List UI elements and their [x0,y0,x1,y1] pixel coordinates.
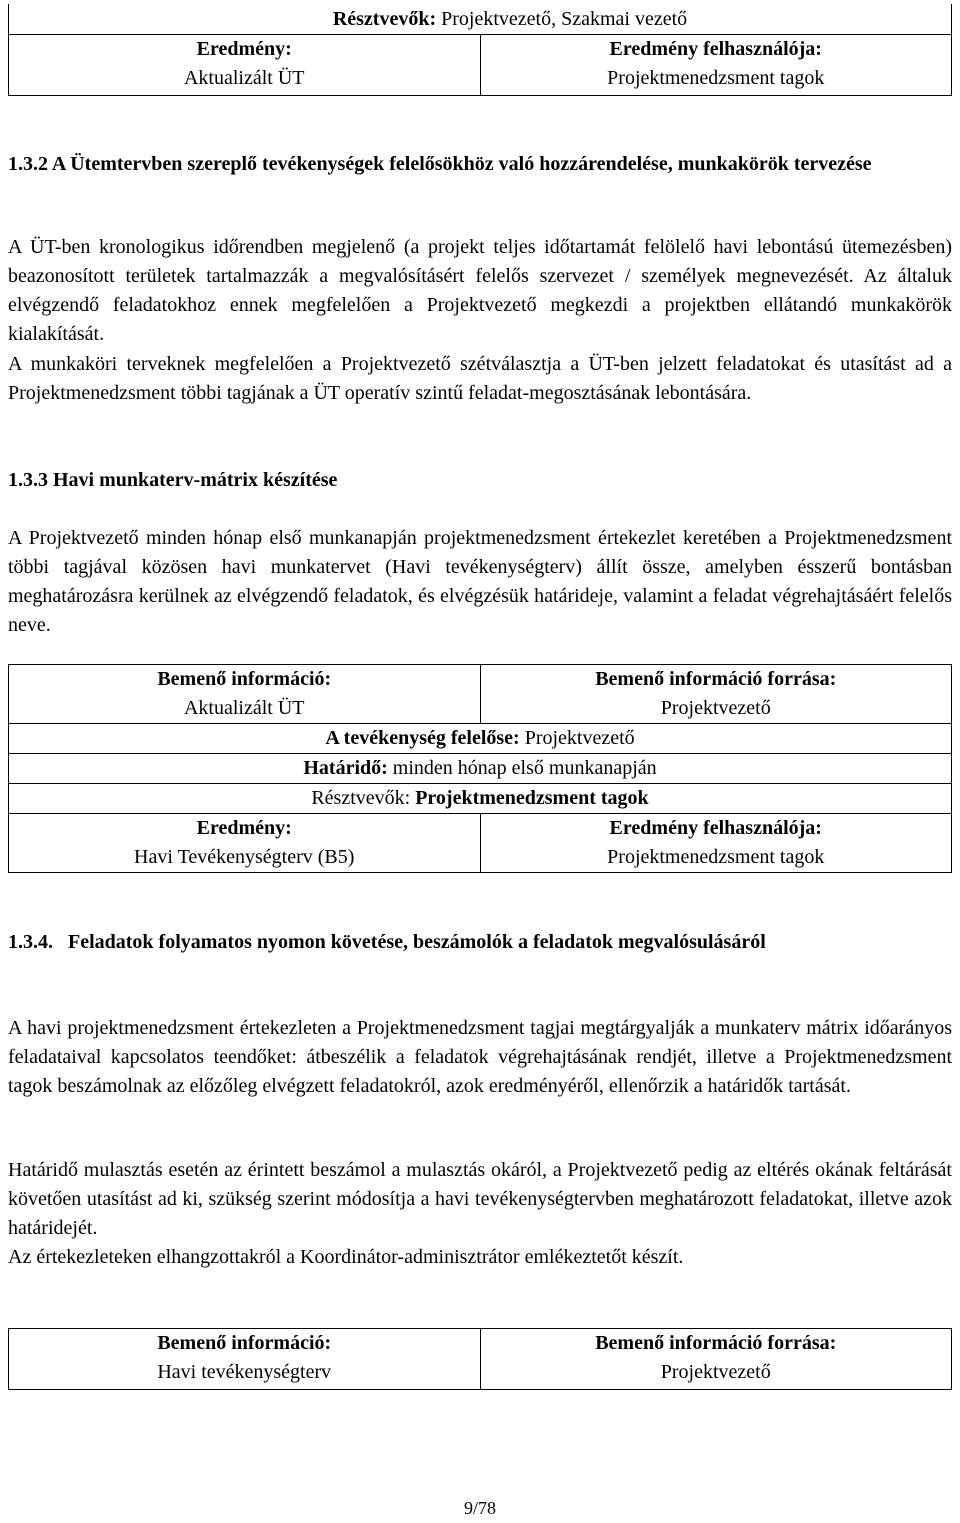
deadline-label: Határidő: [303,757,388,779]
participants-label: Résztvevők: [311,787,411,809]
result-user-cell [480,814,952,872]
input-source-value: Projektvezető [660,697,771,719]
deadline-row [9,753,951,783]
input-cell [9,665,480,723]
section-134-paragraph-2: Határidő mulasztás esetén az érintett beszámol a mulasztás okáról, a Projektvezető pedig az eltérés okának feltárását követően utasítást ad ki, szükség szerint módosítja a havi tevékenységtervben meghatározott feladatokat, illetve azok határidejét. [8,1159,952,1239]
top-result-label: Eredmény: [196,38,292,60]
top-result-row [9,34,951,95]
deadline-value: minden hónap első munkanapján [392,757,657,779]
result-user-value: Projektmenedzsment tagok [607,846,825,868]
participants-row [9,783,951,813]
page-number: 9/78 [463,1498,496,1518]
section-132-paragraph-1: A ÜT-ben kronologikus időrendben megjelenő (a projekt teljes időtartamát felölelő havi lebontású ütemezésben) beazonosított területek tartalmazzák a megvalósításért felelős szervezet / személyek megnevezését. Az általuk elvégzendő feladatokhoz ennek megfelelően a Projektvezető megkezdi a projektben ellátandó munkakörök kialakítását. [8,236,952,345]
section-134-title: Feladatok folyamatos nyomon követése, beszámolók a feladatok megvalósulásáról [68,931,766,953]
result-label: Eredmény: [196,817,292,839]
section-134-input-source-value: Projektvezető [660,1361,771,1383]
section-134-number: 1.3.4. [8,931,53,953]
top-participants-value: Projektvezető, Szakmai vezető [441,8,688,30]
responsible-row [9,723,951,753]
input-label: Bemenő információ: [157,668,332,690]
input-value: Aktualizált ÜT [183,697,305,719]
section-134-heading [8,928,952,957]
top-participants-label: Résztvevők: [332,8,437,30]
section-132-heading: 1.3.2 A Ütemtervben szereplő tevékenységek felelősökhöz való hozzárendelése, munkakörök tervezése [8,153,872,175]
input-source-label: Bemenő információ forrása: [595,668,837,690]
result-value: Havi Tevékenységterv (B5) [134,846,355,868]
section-133-paragraph: A Projektvezető minden hónap első munkanapján projektmenedzsment értekezlet keretében a Projektmenedzsment többi tagjával közösen havi munkatervet (Havi tevékenységterv) állít össze, amelyben ésszerű bontásban meghatározásra kerülnek az elvégzendő feladatok, és elvégzésük határideje, valamint a feladat végrehajtásáért felelős neve. [8,527,952,636]
top-result-value: Aktualizált ÜT [183,67,305,89]
section-132-paragraph-2: A munkaköri terveknek megfelelően a Projektvezető szétválasztja a ÜT-ben jelzett feladatokat és utasítást ad a Projektmenedzsment többi tagjának a ÜT operatív szintű feladat-megosztásának lebontására. [8,353,952,404]
top-result-user-value: Projektmenedzsment tagok [607,67,825,89]
section-133-table [8,664,952,873]
section-134-input-value: Havi tevékenységterv [157,1361,332,1383]
section-134-input-source-label: Bemenő információ forrása: [595,1332,837,1354]
responsible-label: A tevékenység felelőse: [325,727,520,749]
section-134-input-row [9,1329,951,1389]
section-134-input-source-cell [480,1329,952,1389]
top-result-user-label: Eredmény felhasználója: [609,38,822,60]
participants-value: Projektmenedzsment tagok [415,787,649,809]
top-result-cell [9,35,480,95]
input-row [9,665,951,723]
section-134-input-cell [9,1329,480,1389]
result-cell [9,814,480,872]
section-134-paragraph-1: A havi projektmenedzsment értekezleten a Projektmenedzsment tagjai megtárgyalják a munkaterv mátrix időarányos feladataival kapcsolatos teendőket: átbeszélik a feladatok végrehajtásának rendjét, illetve a Projektmenedzsment tagok beszámolnak az előzőleg elvégzett feladatokról, azok eredményéről, ellenőrzik a határidők tartását. [8,1017,952,1097]
top-info-table [8,4,952,96]
section-134-input-label: Bemenő információ: [157,1332,332,1354]
result-row [9,813,951,872]
section-134-table [8,1328,952,1390]
top-result-user-cell [480,35,952,95]
top-participants-row [9,4,951,34]
input-source-cell [480,665,952,723]
responsible-value: Projektvezető [524,727,635,749]
section-133-heading: 1.3.3 Havi munkaterv-mátrix készítése [8,469,338,491]
section-134-paragraph-3: Az értekezleteken elhangzottakról a Koordinátor-adminisztrátor emlékeztetőt készít. [8,1246,684,1268]
result-user-label: Eredmény felhasználója: [609,817,822,839]
